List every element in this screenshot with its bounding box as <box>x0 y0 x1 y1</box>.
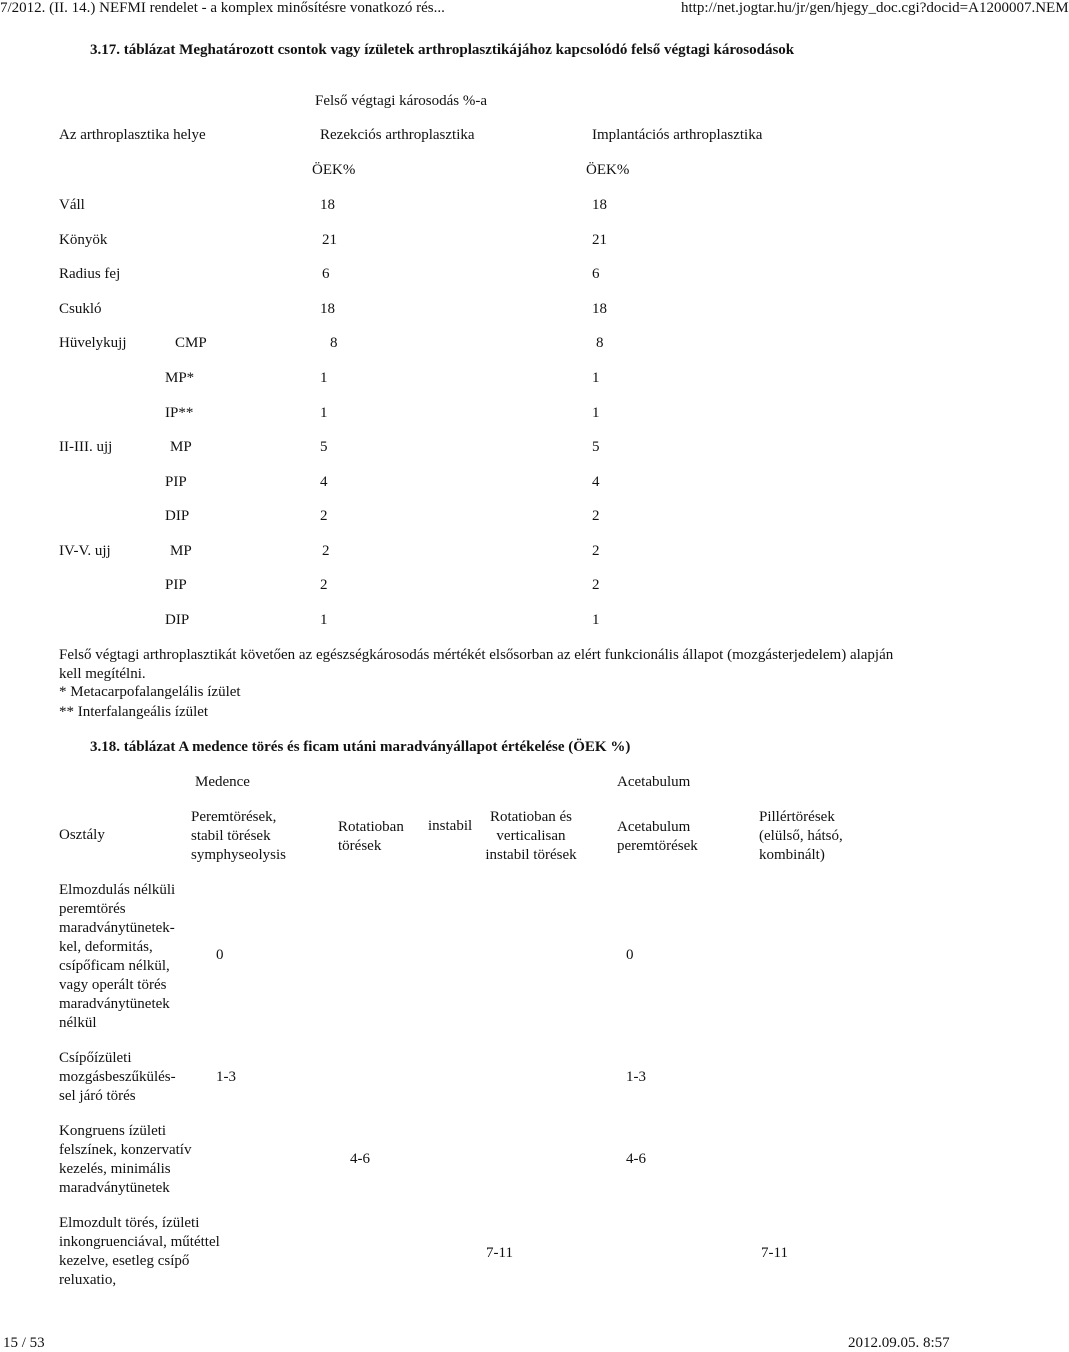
table2-row-acetabulum-value: 4-6 <box>626 1151 646 1167</box>
table1-row-imp: 8 <box>596 335 604 351</box>
table2-title: 3.18. táblázat A medence törés és ficam utáni maradványállapot értékelése (ÖEK %) <box>90 739 631 755</box>
table2-row-label: Elmozdulás nélküli peremtörés maradványtünetek-kel, deformitás, csípőficam nélkül, vagy operált törés maradványtünetek nélkül <box>59 882 176 1031</box>
table2-col-rotatioban: Rotatioban törések <box>338 819 404 854</box>
table1-row-res: 6 <box>322 266 330 282</box>
table1-row-imp: 5 <box>592 439 600 455</box>
table2-row-medence-value: 7-11 <box>486 1245 513 1261</box>
table1-row-res: 18 <box>320 197 335 213</box>
table1-unit-implant: ÖEK% <box>586 162 630 178</box>
table1-row-sub: IP** <box>165 405 194 421</box>
table2-col-peremtoresek: Peremtörések, stabil törések symphyseolysis <box>191 809 287 863</box>
table1-row-imp: 18 <box>592 197 607 213</box>
table1-footnote-ip: ** Interfalangeális ízület <box>59 704 209 720</box>
table1-row-imp: 21 <box>592 232 607 248</box>
table1-row-res: 8 <box>330 335 338 351</box>
table1-row-imp: 1 <box>592 612 600 628</box>
table2-col-piller: Pillértörések (elülső, hátsó, kombinált) <box>759 809 843 863</box>
table1-row-sub: PIP <box>165 474 187 490</box>
print-footer-page: 15 / 53 <box>3 1335 45 1351</box>
table2-row-label: Elmozdult törés, ízületi inkongruenciával, műtéttel kezelve, esetleg csípő reluxatio, <box>59 1215 220 1288</box>
table1-row-sub: DIP <box>165 508 190 524</box>
print-header-title: 7/2012. (II. 14.) NEFMI rendelet - a komplex minősítésre vonatkozó rés... <box>0 0 445 16</box>
table2-row-label: Csípőízületi mozgásbeszűkülés-sel járó törés <box>59 1050 176 1104</box>
table1-row-imp: 2 <box>592 543 600 559</box>
table1-unit-resection: ÖEK% <box>312 162 356 178</box>
table1-row-joint: Könyök <box>59 232 108 248</box>
table1-note: Felső végtagi arthroplasztikát követően az egészségkárosodás mértékét elsősorban az elért funkcionális állapot (mozgásterjedelem) alapján kell megítélni. <box>59 647 894 682</box>
table2-col-instabil: instabil <box>428 818 473 834</box>
table1-row-joint: II-III. ujj <box>59 439 113 455</box>
table1-row-sub: DIP <box>165 612 190 628</box>
table1-row-imp: 18 <box>592 301 607 317</box>
print-header-url: http://net.jogtar.hu/jr/gen/hjegy_doc.cgi?docid=A1200007.NEM <box>681 0 1069 16</box>
table2-col-rot-vert: Rotatioban és verticalisan instabil törések <box>485 809 577 863</box>
table1-row-sub: PIP <box>165 577 187 593</box>
table1-row-res: 1 <box>320 405 328 421</box>
table1-title: 3.17. táblázat Meghatározott csontok vagy ízületek arthroplasztikájához kapcsolódó felső végtagi károsodások <box>90 42 795 58</box>
table1-col-resection: Rezekciós arthroplasztika <box>320 127 475 143</box>
table1-col-location: Az arthroplasztika helye <box>59 127 206 143</box>
table1-row-res: 2 <box>322 543 330 559</box>
table1-row-joint: Váll <box>59 197 85 213</box>
table1-row-sub: MP <box>170 439 192 455</box>
table2-col-osztaly: Osztály <box>59 827 105 843</box>
table1-row-res: 1 <box>320 612 328 628</box>
table1-row-imp: 6 <box>592 266 600 282</box>
table2-row-medence-value: 1-3 <box>216 1069 236 1085</box>
table1-row-res: 1 <box>320 370 328 386</box>
table1-row-sub: CMP <box>175 335 207 351</box>
table1-row-res: 4 <box>320 474 328 490</box>
table1-row-res: 21 <box>322 232 337 248</box>
table2-row-label: Kongruens ízületi felszínek, konzervatív kezelés, minimális maradványtünetek <box>59 1123 192 1196</box>
table1-footnote-mp: * Metacarpofalangelális ízület <box>59 684 241 700</box>
table1-row-res: 5 <box>320 439 328 455</box>
table2-col-acet-perem: Acetabulum peremtörések <box>617 819 698 854</box>
table1-row-res: 18 <box>320 301 335 317</box>
table1-row-imp: 1 <box>592 370 600 386</box>
table2-row-acetabulum-value: 1-3 <box>626 1069 646 1085</box>
table1-row-imp: 1 <box>592 405 600 421</box>
table1-row-joint: Hüvelykujj <box>59 335 127 351</box>
table2-row-medence-value: 4-6 <box>350 1151 370 1167</box>
table1-group-header: Felső végtagi károsodás %-a <box>315 93 488 109</box>
table1-row-res: 2 <box>320 577 328 593</box>
table1-row-imp: 2 <box>592 577 600 593</box>
table1-row-imp: 4 <box>592 474 600 490</box>
table1-row-joint: IV-V. ujj <box>59 543 111 559</box>
table1-row-sub: MP <box>170 543 192 559</box>
table1-row-res: 2 <box>320 508 328 524</box>
table2-group-medence: Medence <box>195 774 250 790</box>
table1-col-implant: Implantációs arthroplasztika <box>592 127 763 143</box>
table1-row-imp: 2 <box>592 508 600 524</box>
table2-row-acetabulum-value: 7-11 <box>761 1245 788 1261</box>
print-footer-datetime: 2012.09.05. 8:57 <box>848 1335 950 1351</box>
table2-row-acetabulum-value: 0 <box>626 947 634 963</box>
table1-row-joint: Csukló <box>59 301 102 317</box>
table2-group-acetabulum: Acetabulum <box>617 774 691 790</box>
table1-row-sub: MP* <box>165 370 195 386</box>
table1-row-joint: Radius fej <box>59 266 121 282</box>
table2-row-medence-value: 0 <box>216 947 224 963</box>
